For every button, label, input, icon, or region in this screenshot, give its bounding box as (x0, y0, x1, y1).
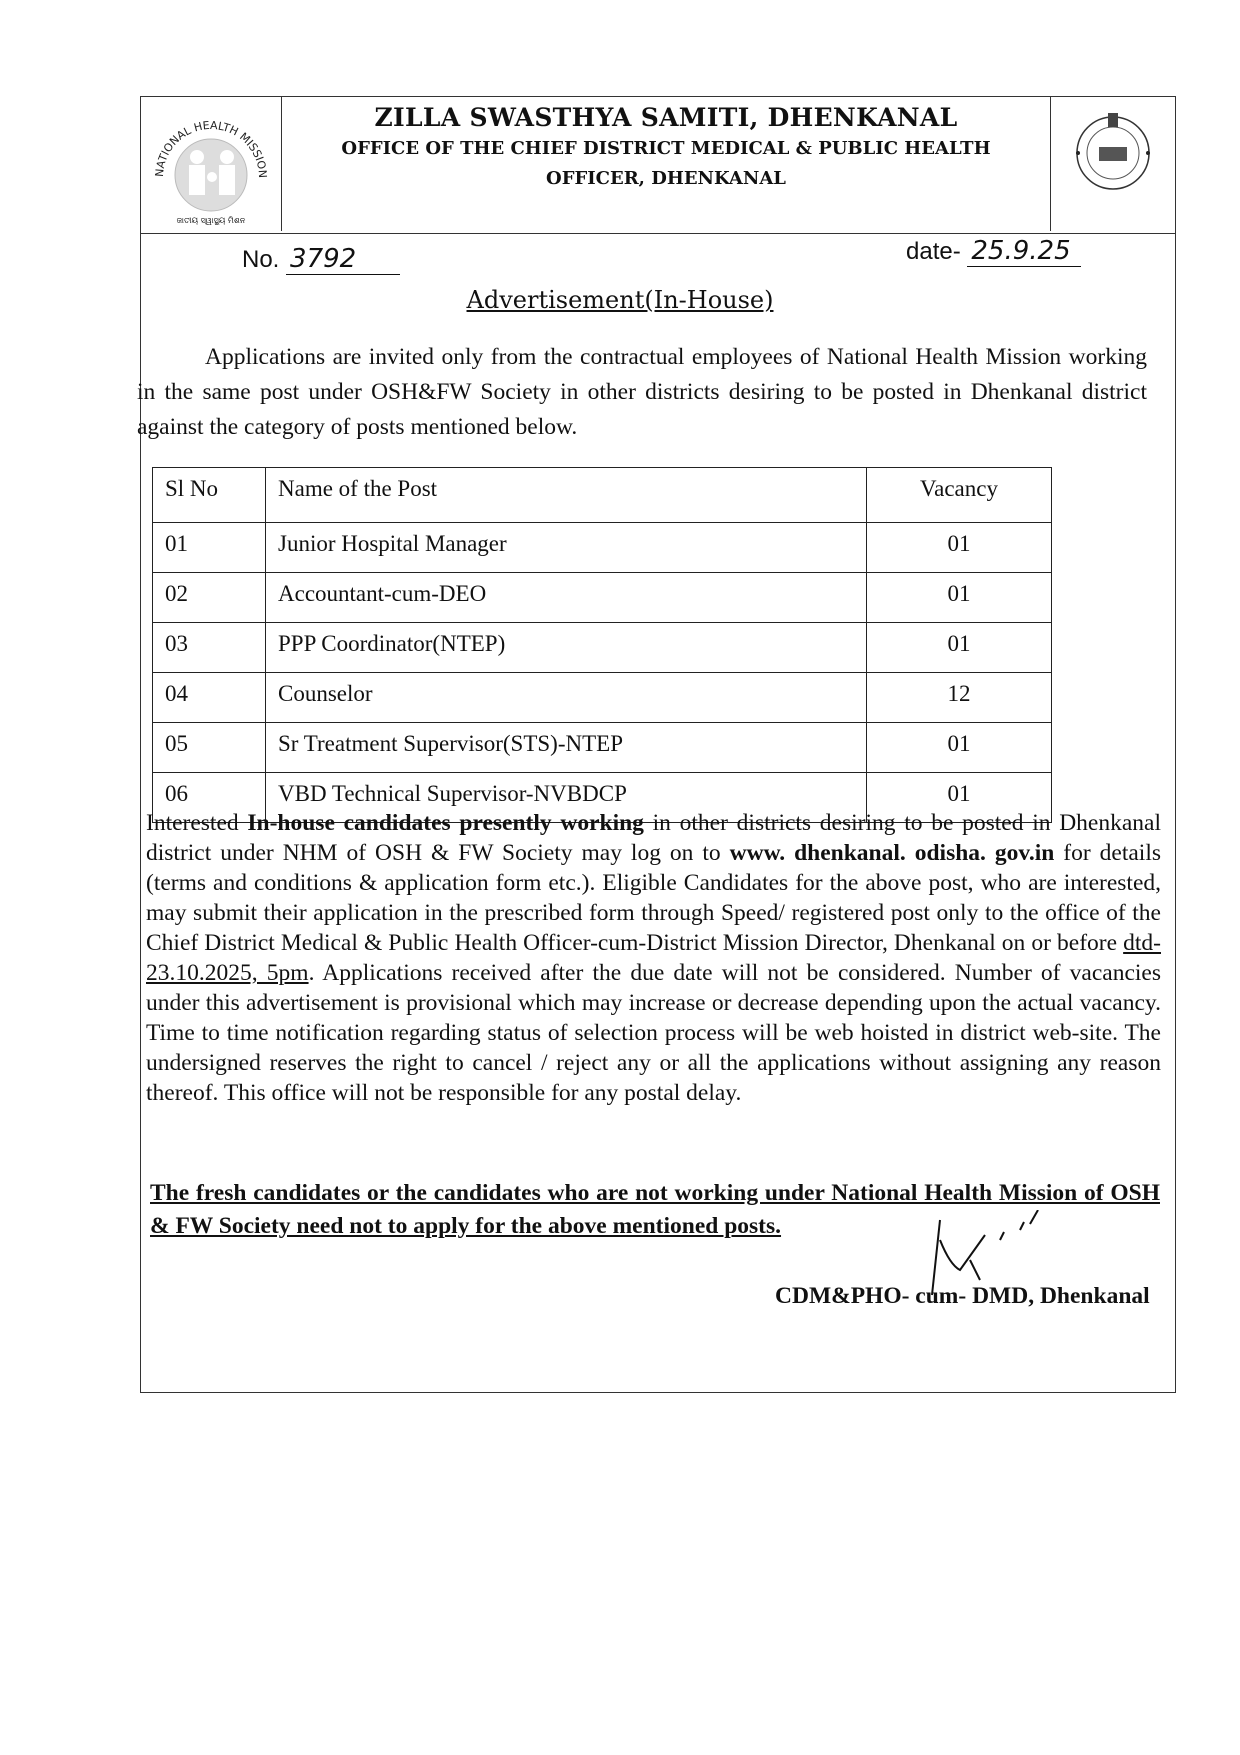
reference-date-value: 25.9.25 (967, 236, 1081, 267)
eligibility-notice: The fresh candidates or the candidates who are not working under National Health Mission of OSH & FW Society need not to apply for the above mentioned posts. (150, 1180, 1160, 1239)
emblem-box (1050, 97, 1175, 231)
table-row (153, 523, 1052, 573)
post-name: Sr Treatment Supervisor(STS)-NTEP (266, 723, 867, 773)
body-text-2: in other districts desiring to be posted in Dhenkanal district under NHM of OSH & FW Society may log on to (146, 810, 1161, 866)
header-sl-no: Sl No (153, 468, 266, 523)
body-text-3: for details (terms and conditions & application form etc.). Eligible Candidates for the above post, who are interested, may submit their application in the prescribed form through Speed/ registered post only to the office of the Chief District Medical & Public Health Officer-cum-District Mission Director, Dhenkanal on or before (146, 840, 1162, 956)
instructions-paragraph (146, 808, 1161, 1108)
national-health-mission-logo-icon (141, 97, 281, 231)
vacancy: 01 (867, 723, 1052, 773)
sl-no: 04 (153, 673, 266, 723)
table-row (153, 573, 1052, 623)
table-row (153, 673, 1052, 723)
table-row (153, 623, 1052, 673)
svg-text:ଜାତୀୟ ସ୍ୱାସ୍ଥ୍ୟ ମିଶନ: ଜାତୀୟ ସ୍ୱାସ୍ଥ୍ୟ ମିଶନ (176, 216, 246, 225)
letterhead-text (281, 97, 1051, 192)
svg-text:NATIONAL HEALTH MISSION: NATIONAL HEALTH MISSION (152, 118, 270, 179)
organization-title: ZILLA SWASTHYA SAMITI, DHENKANAL (374, 103, 958, 132)
vacancy: 01 (867, 573, 1052, 623)
body-text-4: . Applications received after the due date will not be considered. Number of vacancies under this advertisement is provisional which may increase or decrease depending upon the actual vacancy. Time to time notification regarding status of selection process will be web hoisted in district web-site. The undersigned reserves the right to cancel / reject any or all the applications without assigning any reason thereof. This office will not be responsible for any postal delay. (146, 960, 1161, 1106)
vacancy: 01 (867, 773, 1052, 823)
sl-no: 03 (153, 623, 266, 673)
due-date: dtd-23.10.2025, 5pm (146, 930, 1161, 986)
sl-no: 05 (153, 723, 266, 773)
vacancy: 01 (867, 523, 1052, 573)
header-vacancy: Vacancy (867, 468, 1052, 523)
table-row (153, 723, 1052, 773)
sl-no: 06 (153, 773, 266, 823)
advertisement-title: Advertisement(In-House) (466, 286, 774, 314)
posts-table (152, 467, 1052, 823)
reference-number-label: No. (242, 246, 280, 273)
body-text-1: Interested (146, 810, 248, 836)
reference-number-value: 3792 (286, 244, 400, 275)
post-name: Junior Hospital Manager (266, 523, 867, 573)
reference-number (242, 244, 400, 275)
post-name: Counselor (266, 673, 867, 723)
table-header-row (153, 468, 1052, 523)
office-line-1: OFFICE OF THE CHIEF DISTRICT MEDICAL & PUBLIC HEALTH (341, 138, 991, 159)
post-name: VBD Technical Supervisor-NVBDCP (266, 773, 867, 823)
post-name: PPP Coordinator(NTEP) (266, 623, 867, 673)
nhm-logo-box (141, 97, 282, 231)
signatory-designation: CDM&PHO- cum- DMD, Dhenkanal (775, 1283, 1150, 1309)
reference-date (906, 236, 1081, 267)
intro-paragraph: Applications are invited only from the contractual employees of National Health Mission working in the same post under OSH&FW Society in other districts desiring to be posted in Dhenkanal district against the category of posts mentioned below. (137, 344, 1147, 440)
sl-no: 02 (153, 573, 266, 623)
sl-no: 01 (153, 523, 266, 573)
post-name: Accountant-cum-DEO (266, 573, 867, 623)
odisha-emblem-icon (1051, 97, 1175, 231)
office-line-2: OFFICER, DHENKANAL (546, 168, 786, 189)
vacancy: 12 (867, 673, 1052, 723)
reference-date-label: date- (906, 238, 961, 265)
header-post-name: Name of the Post (266, 468, 867, 523)
vacancy: 01 (867, 623, 1052, 673)
website-link[interactable]: www. dhenkanal. odisha. gov.in (729, 840, 1055, 866)
letterhead (141, 97, 1175, 234)
body-highlight-inhouse: In-house candidates presently working (247, 810, 644, 836)
